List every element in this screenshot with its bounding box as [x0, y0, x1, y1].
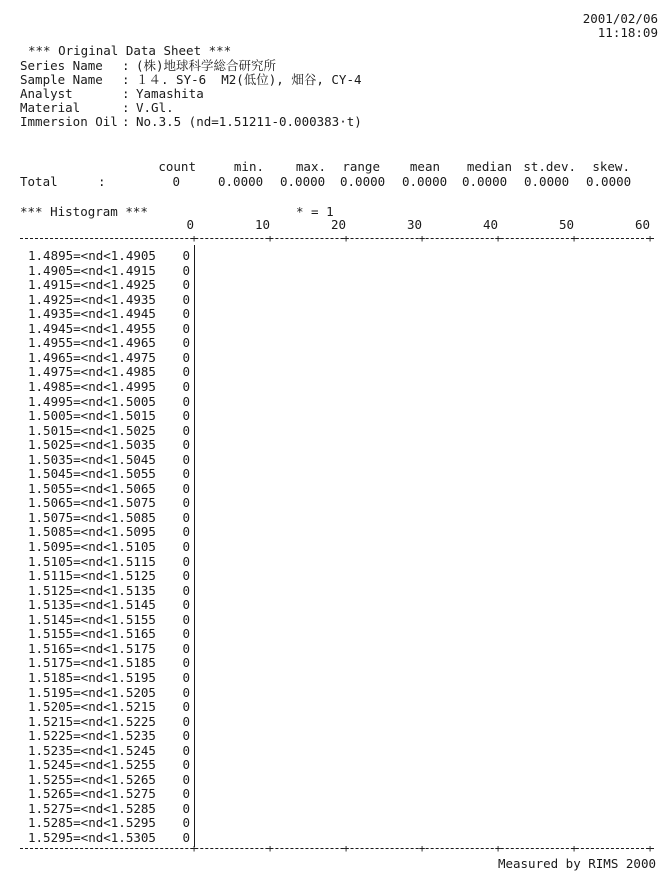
bin-range: 1.5135=<nd<1.5145: [28, 597, 156, 613]
histogram-bin-row: [28, 336, 190, 351]
bin-range: 1.5055=<nd<1.5065: [28, 480, 156, 496]
histogram-bin-row: [28, 511, 190, 526]
footer-credit: Measured by RIMS 2000: [497, 856, 656, 871]
histogram-bin-row: [28, 438, 190, 453]
bin-range: 1.5075=<nd<1.5085: [28, 509, 156, 525]
axis-tick-mark: +: [494, 232, 502, 245]
bin-count: 0: [182, 378, 190, 394]
stats-value-count: 0: [172, 174, 180, 189]
bin-range: 1.5185=<nd<1.5195: [28, 669, 156, 685]
histogram-bin-row: [28, 802, 190, 817]
histogram-bin-row: [28, 729, 190, 744]
bin-count: 0: [182, 306, 190, 322]
stats-row-label: Total: [20, 174, 58, 189]
bin-range: 1.5205=<nd<1.5215: [28, 699, 156, 715]
stats-value-skew: 0.0000: [586, 174, 632, 189]
field-label-oil: Immersion Oil: [20, 114, 118, 129]
bin-count: 0: [182, 495, 190, 511]
bin-count: 0: [182, 800, 190, 816]
bin-count: 0: [182, 771, 190, 787]
bin-range: 1.5095=<nd<1.5105: [28, 539, 156, 554]
bin-count: 0: [182, 408, 190, 424]
bin-range: 1.4935=<nd<1.4945: [28, 306, 156, 322]
histogram-bin-row: [28, 700, 190, 715]
histogram-bin-row: [28, 686, 190, 701]
axis-tick-label: 60: [634, 217, 650, 232]
bin-range: 1.4945=<nd<1.4955: [28, 320, 156, 336]
histogram-bin-row: [28, 322, 190, 337]
bin-count: 0: [182, 291, 190, 307]
bin-range: 1.5065=<nd<1.5075: [28, 495, 156, 511]
stats-value-min: 0.0000: [218, 174, 264, 189]
histogram-bin-row: [28, 642, 190, 657]
stats-header-mean: mean: [409, 159, 440, 174]
field-sep: :: [122, 86, 130, 101]
bin-range: 1.4905=<nd<1.4915: [28, 262, 156, 278]
histogram-bin-row: [28, 496, 190, 511]
field-value-oil: No.3.5 (nd=1.51211-0.000383·t): [136, 114, 362, 129]
report-date: 2001/02/06: [582, 11, 658, 26]
field-value-material: V.Gl.: [136, 100, 174, 115]
axis-tick-mark: +: [418, 232, 426, 245]
stats-header-median: median: [466, 159, 512, 174]
bin-range: 1.4915=<nd<1.4925: [28, 277, 156, 293]
axis-tick-label: 20: [330, 217, 346, 232]
bin-count: 0: [182, 524, 190, 540]
stats-header-skew: skew.: [592, 159, 630, 174]
bin-count: 0: [182, 466, 190, 482]
axis-tick-label: 40: [482, 217, 498, 232]
histogram-bin-row: [28, 424, 190, 439]
histogram-baseline: [194, 245, 195, 847]
bin-range: 1.5235=<nd<1.5245: [28, 742, 156, 758]
stats-value-stdev: 0.0000: [524, 174, 570, 189]
histogram-bin-row: [28, 569, 190, 584]
bin-count: 0: [182, 335, 190, 351]
axis-tick-mark: +: [342, 232, 350, 245]
axis-tick-mark: +: [494, 842, 502, 855]
bin-count: 0: [182, 262, 190, 278]
bin-range: 1.5155=<nd<1.5165: [28, 626, 156, 642]
bin-count: 0: [182, 626, 190, 642]
bin-range: 1.5215=<nd<1.5225: [28, 713, 156, 729]
bin-count: 0: [182, 422, 190, 438]
bin-range: 1.4925=<nd<1.4935: [28, 291, 156, 307]
stats-header-stdev: st.dev.: [523, 159, 576, 174]
stats-header-range: range: [342, 159, 380, 174]
histogram-bin-row: [28, 249, 190, 264]
bin-range: 1.5015=<nd<1.5025: [28, 422, 156, 438]
bin-range: 1.5225=<nd<1.5235: [28, 728, 156, 744]
field-sep: :: [122, 100, 130, 115]
field-label-series: Series Name: [20, 58, 103, 73]
bin-count: 0: [182, 509, 190, 525]
histogram-bin-row: [28, 627, 190, 642]
histogram-bin-row: [28, 395, 190, 410]
bin-range: 1.5045=<nd<1.5055: [28, 466, 156, 482]
axis-tick-label: 30: [406, 217, 422, 232]
bin-range: 1.5275=<nd<1.5285: [28, 800, 156, 816]
field-sep: :: [122, 72, 130, 87]
histogram-bin-row: [28, 584, 190, 599]
bin-count: 0: [182, 539, 190, 554]
histogram-bin-row: [28, 264, 190, 279]
histogram-bin-row: [28, 787, 190, 802]
bin-range: 1.5295=<nd<1.5305: [28, 830, 156, 845]
histogram-bin-row: [28, 613, 190, 628]
bin-count: 0: [182, 320, 190, 336]
stats-value-range: 0.0000: [340, 174, 386, 189]
histogram-bin-row: [28, 758, 190, 773]
axis-tick-mark: +: [190, 232, 198, 245]
histogram-bin-row: [28, 816, 190, 831]
bin-range: 1.4985=<nd<1.4995: [28, 378, 156, 394]
histogram-top-rule: [20, 238, 654, 239]
stats-header-min: min.: [233, 159, 264, 174]
axis-tick-mark: +: [646, 842, 654, 855]
bin-count: 0: [182, 830, 190, 845]
axis-tick-mark: +: [418, 842, 426, 855]
bin-count: 0: [182, 640, 190, 656]
histogram-bin-row: [28, 365, 190, 380]
histogram-bin-row: [28, 525, 190, 540]
histogram-bin-row: [28, 453, 190, 468]
bin-count: 0: [182, 786, 190, 802]
field-sep: :: [122, 58, 130, 73]
bin-count: 0: [182, 611, 190, 627]
bin-range: 1.5105=<nd<1.5115: [28, 553, 156, 569]
axis-tick-mark: +: [570, 232, 578, 245]
axis-tick-mark: +: [266, 232, 274, 245]
bin-range: 1.4965=<nd<1.4975: [28, 349, 156, 365]
bin-count: 0: [182, 669, 190, 685]
stats-value-max: 0.0000: [280, 174, 326, 189]
bin-range: 1.5145=<nd<1.5155: [28, 611, 156, 627]
bin-range: 1.5175=<nd<1.5185: [28, 655, 156, 671]
histogram-bin-row: [28, 482, 190, 497]
bin-count: 0: [182, 742, 190, 758]
bin-count: 0: [182, 553, 190, 569]
bin-range: 1.5125=<nd<1.5135: [28, 582, 156, 598]
bin-count: 0: [182, 437, 190, 453]
bin-count: 0: [182, 364, 190, 380]
bin-range: 1.5085=<nd<1.5095: [28, 524, 156, 540]
bin-count: 0: [182, 582, 190, 598]
bin-range: 1.5165=<nd<1.5175: [28, 640, 156, 656]
field-value-series: (株)地球科学総合研究所: [136, 58, 277, 73]
axis-tick-mark: +: [190, 842, 198, 855]
axis-tick-mark: +: [570, 842, 578, 855]
histogram-bin-row: [28, 831, 190, 846]
bin-range: 1.5265=<nd<1.5275: [28, 786, 156, 802]
bin-count: 0: [182, 393, 190, 409]
bin-range: 1.4975=<nd<1.4985: [28, 364, 156, 380]
bin-range: 1.5115=<nd<1.5125: [28, 568, 156, 584]
histogram-scale-note: * = 1: [296, 204, 334, 219]
histogram-title: *** Histogram ***: [20, 204, 148, 219]
bin-count: 0: [182, 568, 190, 584]
histogram-bin-row: [28, 744, 190, 759]
bin-count: 0: [182, 699, 190, 715]
histogram-bin-row: [28, 278, 190, 293]
report-time: 11:18:09: [597, 25, 658, 40]
bin-range: 1.4895=<nd<1.4905: [28, 248, 156, 263]
bin-count: 0: [182, 597, 190, 613]
bin-count: 0: [182, 713, 190, 729]
bin-range: 1.4955=<nd<1.4965: [28, 335, 156, 351]
axis-tick-label: 50: [558, 217, 574, 232]
histogram-bin-row: [28, 671, 190, 686]
histogram-bin-row: [28, 598, 190, 613]
bin-range: 1.5025=<nd<1.5035: [28, 437, 156, 453]
field-label-material: Material: [20, 100, 81, 115]
histogram-bottom-rule: [20, 848, 654, 849]
bin-count: 0: [182, 480, 190, 496]
bin-range: 1.5285=<nd<1.5295: [28, 815, 156, 831]
bin-range: 1.5035=<nd<1.5045: [28, 451, 156, 467]
stats-row-sep: :: [98, 174, 106, 189]
stats-value-median: 0.0000: [462, 174, 508, 189]
histogram-bin-row: [28, 409, 190, 424]
bin-count: 0: [182, 277, 190, 293]
histogram-bin-row: [28, 656, 190, 671]
axis-tick-label: 0: [186, 217, 194, 232]
field-value-sample: １４. SY-6 M2(低位), 畑谷, CY-4: [136, 72, 362, 87]
field-label-sample: Sample Name: [20, 72, 103, 87]
histogram-bin-row: [28, 380, 190, 395]
histogram-bin-row: [28, 773, 190, 788]
axis-tick-mark: +: [646, 232, 654, 245]
bin-count: 0: [182, 349, 190, 365]
bin-count: 0: [182, 815, 190, 831]
field-value-analyst: Yamashita: [136, 86, 204, 101]
axis-tick-mark: +: [342, 842, 350, 855]
bin-range: 1.5245=<nd<1.5255: [28, 757, 156, 773]
bin-count: 0: [182, 451, 190, 467]
stats-header-count: count: [158, 159, 196, 174]
histogram-bin-row: [28, 715, 190, 730]
histogram-bin-row: [28, 540, 190, 555]
histogram-bin-row: [28, 307, 190, 322]
bin-count: 0: [182, 655, 190, 671]
bin-count: 0: [182, 248, 190, 263]
bin-count: 0: [182, 728, 190, 744]
histogram-bin-row: [28, 467, 190, 482]
histogram-bin-row: [28, 555, 190, 570]
bin-range: 1.4995=<nd<1.5005: [28, 393, 156, 409]
field-sep: :: [122, 114, 130, 129]
stats-value-mean: 0.0000: [402, 174, 448, 189]
bin-range: 1.5255=<nd<1.5265: [28, 771, 156, 787]
bin-count: 0: [182, 684, 190, 700]
bin-range: 1.5005=<nd<1.5015: [28, 408, 156, 424]
stats-header-max: max.: [295, 159, 326, 174]
axis-tick-label: 10: [254, 217, 270, 232]
axis-tick-mark: +: [266, 842, 274, 855]
histogram-bin-row: [28, 293, 190, 308]
histogram-bin-row: [28, 351, 190, 366]
bin-range: 1.5195=<nd<1.5205: [28, 684, 156, 700]
bin-count: 0: [182, 757, 190, 773]
sheet-title: *** Original Data Sheet ***: [28, 43, 232, 58]
field-label-analyst: Analyst: [20, 86, 73, 101]
